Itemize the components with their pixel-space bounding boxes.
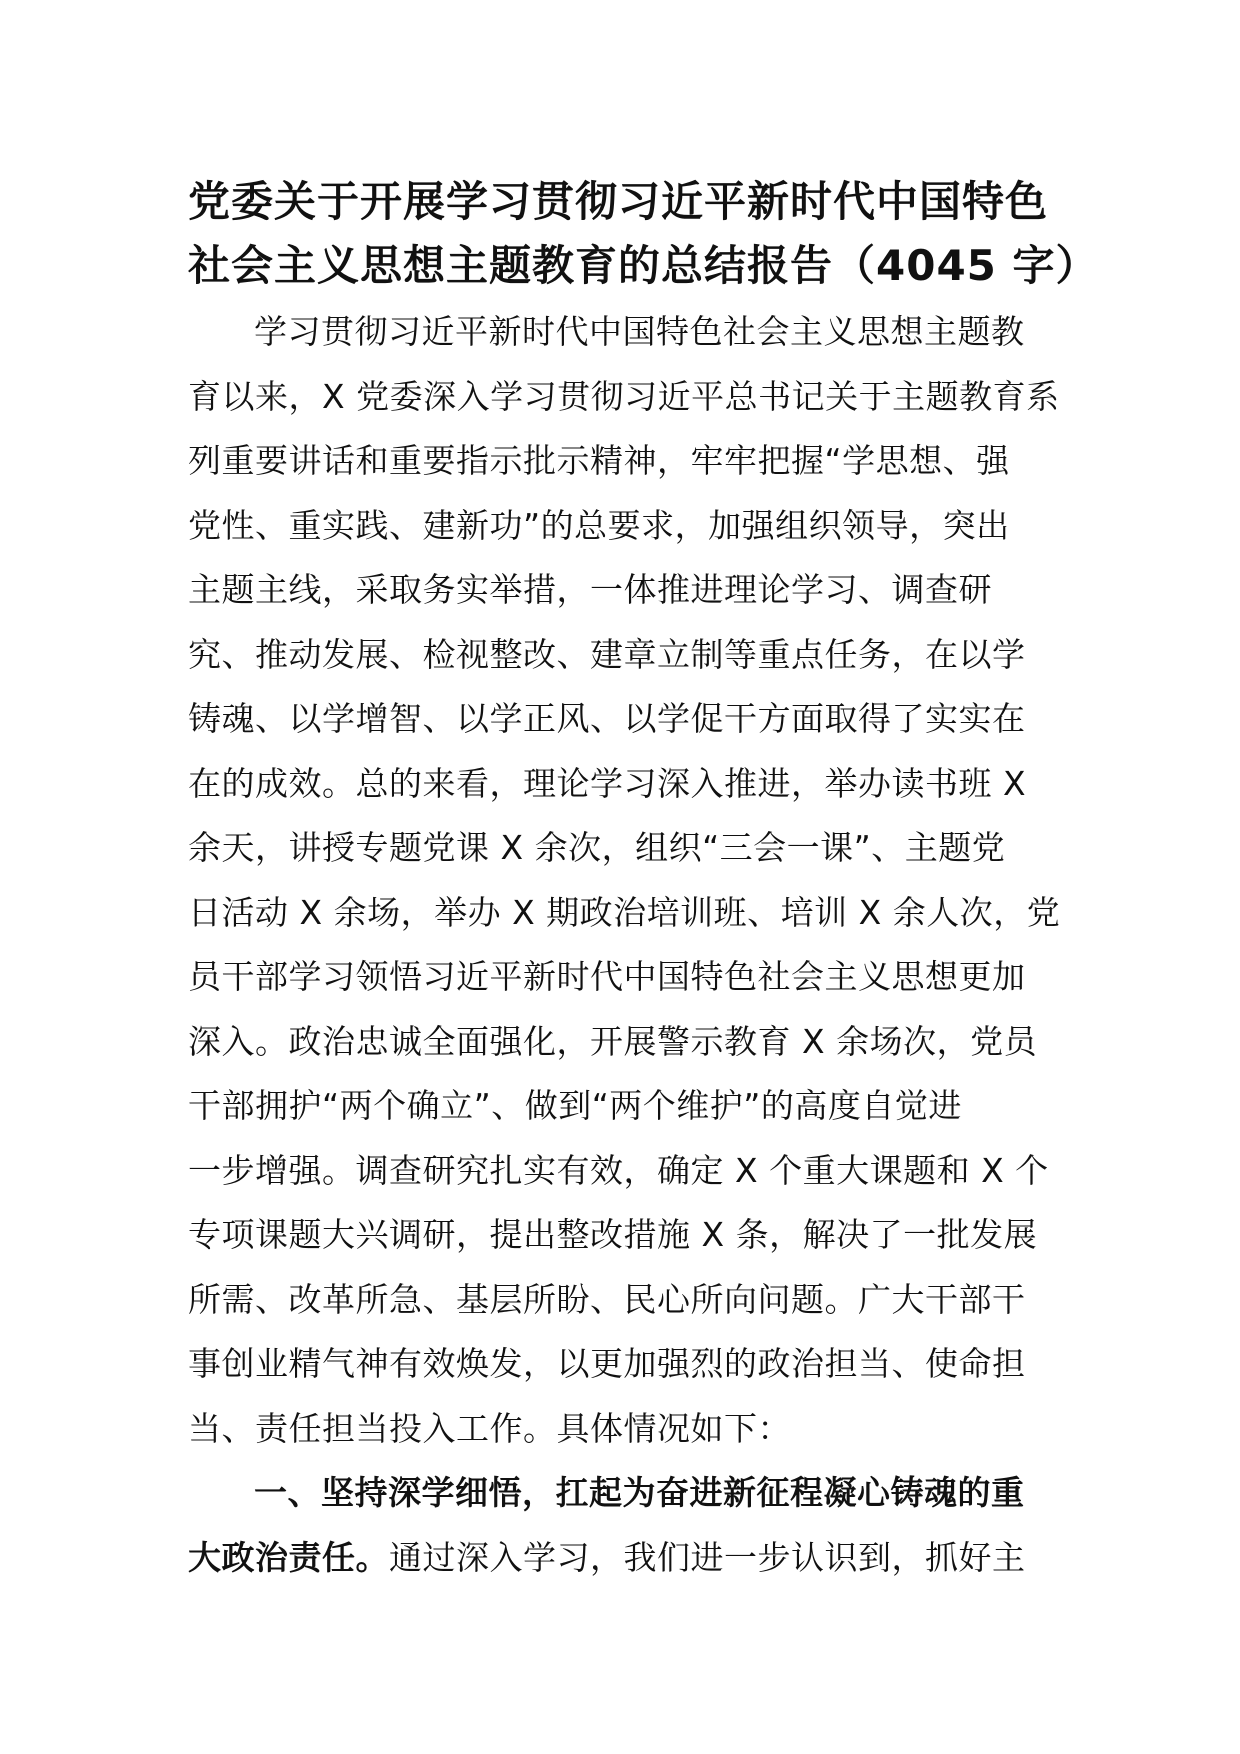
paragraph-line: 在的成效。总的来看，理论学习深入推进，举办读书班 X [188,763,1027,803]
document-body [188,300,1068,1590]
paragraph-line: 员干部学习领悟习近平新时代中国特色社会主义思想更加 [188,957,1026,996]
paragraph-line: 一步增强。调查研究扎实有效，确定 X 个重大课题和 X 个 [188,1150,1049,1190]
paragraph-line: 日活动 X 余场，举办 X 期政治培训班、培训 X 余人次，党 [188,892,1061,932]
paragraph-line: 育以来，X 党委深入学习贯彻习近平总书记关于主题教育系 [188,376,1060,416]
paragraph-line: 铸魂、以学增智、以学正风、以学促干方面取得了实实在 [188,699,1026,738]
section-heading-line: 一、坚持深学细悟，扛起为奋进新征程凝心铸魂的重 [254,1473,1025,1512]
document-title [188,170,1099,298]
paragraph-line: 学习贯彻习近平新时代中国特色社会主义思想主题教 [254,312,1025,351]
paragraph-line: 列重要讲话和重要指示批示精神，牢牢把握“学思想、强 [188,441,1010,480]
paragraph-line: 深入。政治忠诚全面强化，开展警示教育 X 余场次，党员 [188,1021,1038,1061]
paragraph-line: 究、推动发展、检视整改、建章立制等重点任务，在以学 [188,634,1026,674]
paragraph-line: 事创业精气神有效焕发，以更加强烈的政治担当、使命担 [188,1344,1026,1383]
section-heading-continuation: 大政治责任。 [188,1537,389,1577]
paragraph-line: 所需、改革所急、基层所盼、民心所向问题。广大干部干 [188,1279,1026,1319]
paragraph-line: 干部拥护“两个确立”、做到“两个维护”的高度自觉进 [188,1086,962,1125]
section-body-text: 通过深入学习，我们进一步认识到，抓好主 [389,1537,1026,1577]
paragraph-line: 主题主线，采取务实举措，一体推进理论学习、调查研 [188,570,992,609]
paragraph-line: 党性、重实践、建新功”的总要求，加强组织领导，突出 [188,505,1010,545]
paragraph-line: 当、责任担当投入工作。具体情况如下： [188,1408,791,1448]
paragraph-line: 余天，讲授专题党课 X 余次，组织“三会一课”、主题党 [188,828,1006,867]
section-paragraph-line [188,1526,1068,1591]
paragraph-line: 专项课题大兴调研，提出整改措施 X 条，解决了一批发展 [188,1215,1038,1254]
title-line-1: 党委关于开展学习贯彻习近平新时代中国特色 [188,177,1049,226]
title-line-2: 社会主义思想主题教育的总结报告（4045 字） [188,241,1099,290]
